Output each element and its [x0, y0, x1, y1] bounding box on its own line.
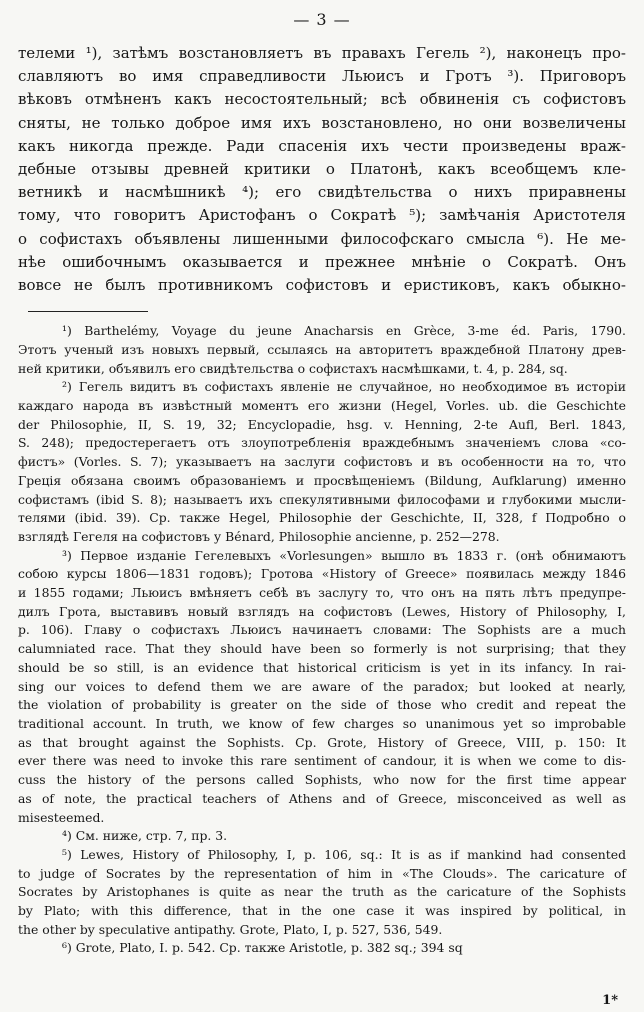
footnote-line: каждаго народа въ извѣстный моментъ его жизни (Hegel, Vorles. ub. die Geschichte	[18, 398, 626, 414]
footnote-line: ¹) Barthelémy, Voyage du jeune Anacharsis en Grèce, 3-me éd. Paris, 1790.	[62, 323, 626, 339]
signature-mark: 1*	[602, 993, 618, 1008]
footnote-line: Socrates by Aristophanes is quite as near the truth as the caricature of the Sophists	[18, 884, 626, 900]
footnotes	[18, 322, 626, 958]
footnote-line: should be so still, is an evidence that historical criticism is yet in its infancy. In rai-	[18, 659, 626, 675]
footnote-line: the other by speculative antipathy. Grote, Plato, I, p. 527, 536, 549.	[18, 921, 443, 937]
footnote-line: ³) Первое изданіе Гегелевыхъ «Vorlesungen» вышло въ 1833 г. (онѣ обнимаютъ	[62, 547, 626, 563]
footnote-separator	[28, 311, 148, 312]
footnote-line: the violation of probability is greater on the side of those who credit and repeat the	[18, 697, 626, 713]
footnote-line: Греція обязана своимъ образованіемъ и просвѣщеніемъ (Bildung, Aufklarung) именно	[18, 472, 626, 488]
document-page	[18, 8, 626, 1008]
footnote-line: misesteemed.	[18, 809, 105, 825]
footnote-line: софистамъ (ibid S. 8); называетъ ихъ спекулятивными философами и глубокими мысли-	[18, 491, 626, 507]
footnote-line: ⁵) Lewes, History of Philosophy, I, p. 106, sq.: It is as if mankind had consented	[62, 846, 626, 862]
text-line: дебные отзывы древней критики о Платонѣ, какъ всеобщемъ кле-	[18, 160, 626, 179]
text-line: нѣе ошибочнымъ оказывается и прежнее мнѣніе о Сократѣ. Онъ	[18, 252, 626, 271]
footnote-line: ²) Гегель видитъ въ софистахъ явленіе не случайное, но необходимое въ исторіи	[62, 379, 626, 395]
footnote-line: фистъ» (Vorles. S. 7); указываетъ на заслуги софистовъ и въ особенности на то, что	[18, 454, 626, 470]
footnote-line: by Plato; with this difference, that in the one case it was inspired by political, in	[18, 903, 626, 919]
footnote-line: S. 248); предостерегаетъ отъ злоупотребленія враждебнымъ значеніемъ слова «со-	[18, 435, 626, 451]
footnote-line: взглядѣ Гегеля на софистовъ у Bénard, Philosophie ancienne, p. 252—278.	[18, 528, 500, 544]
footnote-line: ⁴) См. ниже, стр. 7, пр. 3.	[62, 828, 228, 844]
footnote-line: телями (ibid. 39). Ср. также Hegel, Philosophie der Geschichte, II, 328, f Подробно о	[18, 510, 626, 526]
text-line: тому, что говоритъ Аристофанъ о Сократѣ ⁵); замѣчанія Аристотеля	[18, 206, 626, 225]
footnote-line: p. 106). Главу о софистахъ Льюисъ начинаетъ словами: The Sophists are a much	[18, 622, 626, 638]
main-text	[18, 42, 626, 297]
footnote-line: traditional account. In truth, we know of few charges so unanimous yet so improbable	[18, 716, 626, 731]
text-line: о софистахъ объявлены лишенными философскаго смысла ⁶). Не ме-	[18, 229, 626, 248]
footnote-line: Этотъ ученый изъ новыхъ первый, ссылаясь на авторитетъ враждебной Платону древ-	[18, 341, 626, 357]
text-line: вовсе не былъ противникомъ софистовъ и еристиковъ, какъ обыкно-	[18, 276, 626, 295]
footnote-line: sing our voices to defend them we are aware of the paradox; but looked at nearly,	[18, 678, 626, 694]
text-line: славляютъ во имя справедливости Льюисъ и Гротъ ³). Приговоръ	[18, 67, 626, 86]
footnote-line: ever there was need to invoke this rare sentiment of candour, it is when we come to dis-	[18, 753, 626, 769]
footnote-line: ней критики, объявилъ его свидѣтельства о софистахъ насмѣшками, t. 4, p. 284, sq.	[18, 360, 568, 376]
footnote-line: cuss the history of the persons called Sophists, who now for the first time appear	[18, 772, 626, 788]
text-line: ветникѣ и насмѣшникѣ ⁴); его свидѣтельства о нихъ приравнены	[18, 183, 626, 202]
page-number: — 3 —	[293, 10, 351, 29]
text-line: сняты, не только доброе имя ихъ возстановлено, но они возвеличены	[18, 113, 626, 132]
footnote-line: der Philosophie, II, S. 19, 32; Encyclopadie, hsg. v. Henning, 2-te Aufl, Berl. 1843,	[18, 416, 626, 432]
footnote-line: ⁶) Grote, Plato, I. p. 542. Ср. также Aristotle, p. 382 sq.; 394 sq	[62, 940, 463, 956]
footnote-line: as of note, the practical teachers of Athens and of Greece, misconceived as well as	[18, 790, 626, 806]
footnote-line: и 1855 годами; Льюисъ вмѣняетъ себѣ въ заслугу то, что онъ на пять лѣтъ предупре-	[18, 585, 626, 601]
footnote-line: to judge of Socrates by the representation of him in «The Clouds». The caricature of	[18, 865, 626, 881]
text-line: какъ никогда прежде. Ради спасенія ихъ чести произведены враж-	[18, 136, 626, 155]
text-line: вѣковъ отмѣненъ какъ несостоятельный; всѣ обвиненія съ софистовъ	[18, 90, 626, 109]
footnote-line: дилъ Грота, выставивъ новый взглядъ на софистовъ (Lewes, History of Philosophy, I,	[18, 603, 626, 619]
footnote-line: собою курсы 1806—1831 годовъ); Гротова «History of Greece» появилась между 1846	[18, 566, 626, 582]
footnote-line: calumniated race. That they should have been so formerly is not surprising; that they	[18, 641, 626, 657]
text-line: телеми ¹), затѣмъ возстановляетъ въ правахъ Гегель ²), наконецъ про-	[18, 44, 626, 62]
footnote-line: as that brought against the Sophists. Cp. Grote, History of Greece, VIII, p. 150: It	[18, 734, 626, 750]
